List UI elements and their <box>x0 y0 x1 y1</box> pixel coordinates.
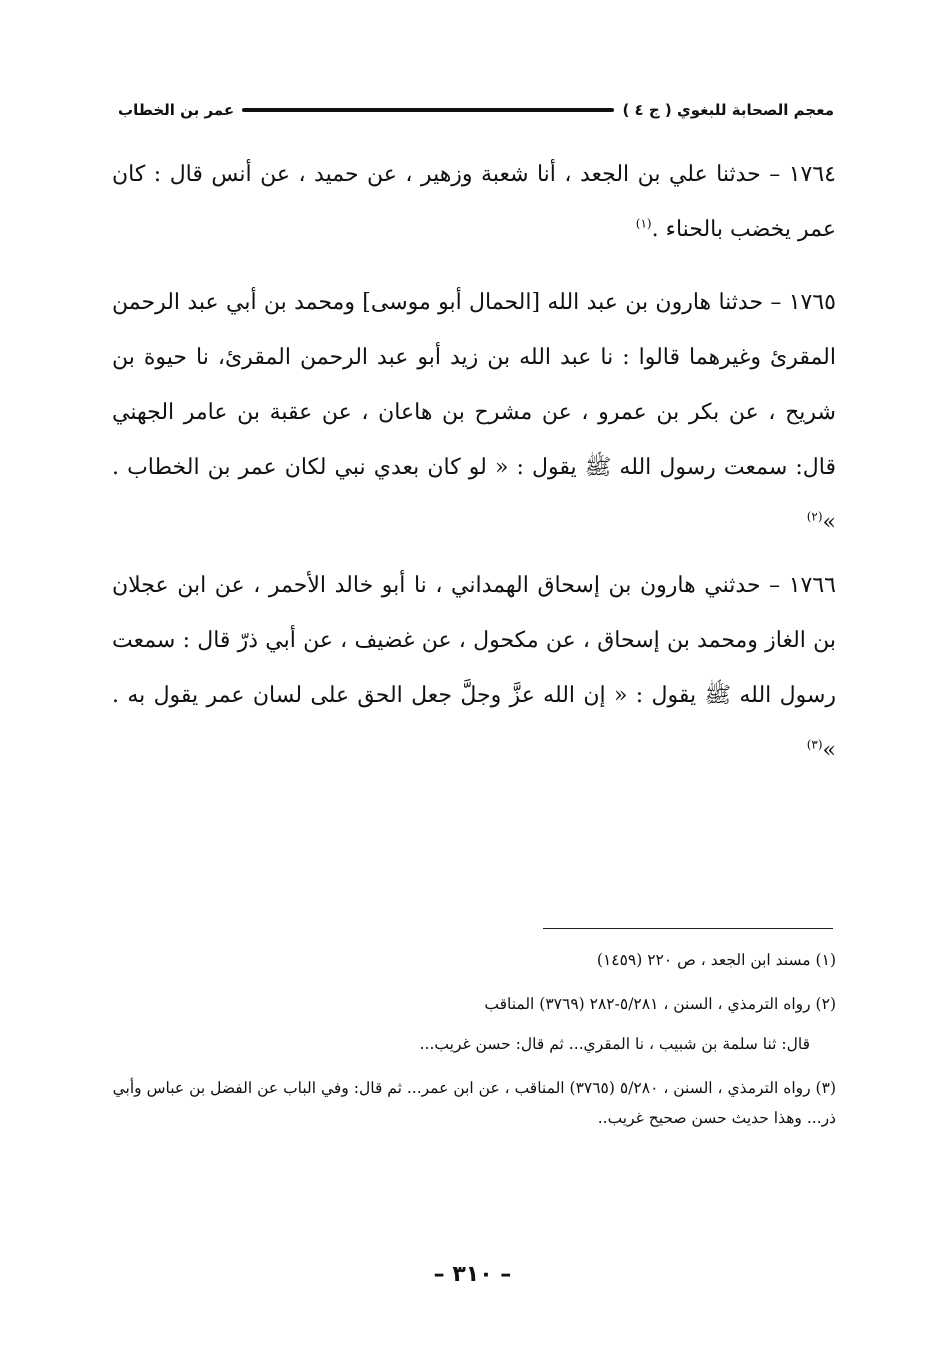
footnote-3 <box>112 1073 836 1133</box>
hadith-1765 <box>112 275 836 550</box>
footnote-text: مسند ابن الجعد ، ص ٢٢٠ (١٤٥٩) <box>596 951 811 969</box>
footnote-2-continuation: قال: ثنا سلمة بن شبيب ، نا المقري... ثم قال: حسن غريب... <box>419 1035 810 1053</box>
chapter-title: عمر بن الخطاب <box>118 101 235 119</box>
footnote-number: (٣) <box>815 1079 836 1097</box>
footnote-number: (٢) <box>815 995 836 1013</box>
footnote-text: رواه الترمذي ، السنن ، ٥/٢٨١-٢٨٢ (٣٧٦٩) المناقب <box>484 995 811 1013</box>
footnote-ref: (١) <box>635 216 652 231</box>
hadith-1764 <box>112 147 836 257</box>
hadith-1766 <box>112 558 836 778</box>
hadith-text: ١٧٦٥ – حدثنا هارون بن عبد الله [الحمال أبو موسى] ومحمد بن أبي عبد الرحمن المقرئ وغيرهما قالوا : نا عبد الله بن زيد أبو عبد الرحمن المقرئ، نا حيوة بن شريح ، عن بكر بن عمرو ، عن مشرح بن هاعان ، عن عقبة بن عامر الجهني قال: سمعت رسول الله ﷺ يقول : « لو كان بعدي نبي لكان عمر بن الخطاب . » <box>112 290 836 535</box>
footnote-number: (١) <box>815 951 836 969</box>
footnote-ref: (٢) <box>806 509 823 524</box>
book-title: معجم الصحابة للبغوي ( ج ٤ ) <box>622 101 834 119</box>
footnote-1 <box>112 945 836 975</box>
header-rule <box>242 108 614 112</box>
footnote-2 <box>112 989 836 1019</box>
footnote-separator <box>543 928 833 929</box>
footnote-ref: (٣) <box>806 737 823 752</box>
footnotes <box>112 945 836 1147</box>
running-header <box>118 96 834 124</box>
page-number: – ٣١٠ – <box>433 1262 512 1287</box>
hadith-text: ١٧٦٤ – حدثنا علي بن الجعد ، أنا شعبة وزهير ، عن حميد ، عن أنس قال : كان عمر يخضب بالحناء . <box>112 162 836 242</box>
footnote-text: رواه الترمذي ، السنن ، ٥/٢٨٠ (٣٧٦٥) المناقب ، عن ابن عمر... ثم قال: وفي الباب عن الفضل بن عباس وأبي ذر... وهذا حديث حسن صحيح غريب.. <box>112 1079 836 1127</box>
hadith-text: ١٧٦٦ – حدثني هارون بن إسحاق الهمداني ، نا أبو خالد الأحمر ، عن ابن عجلان بن الغاز ومحمد بن إسحاق ، عن مكحول ، عن غضيف ، عن أبي ذرّ قال : سمعت رسول الله ﷺ يقول : « إن الله عزَّ وجلَّ جعل الحق على لسان عمر يقول به . » <box>112 573 836 763</box>
